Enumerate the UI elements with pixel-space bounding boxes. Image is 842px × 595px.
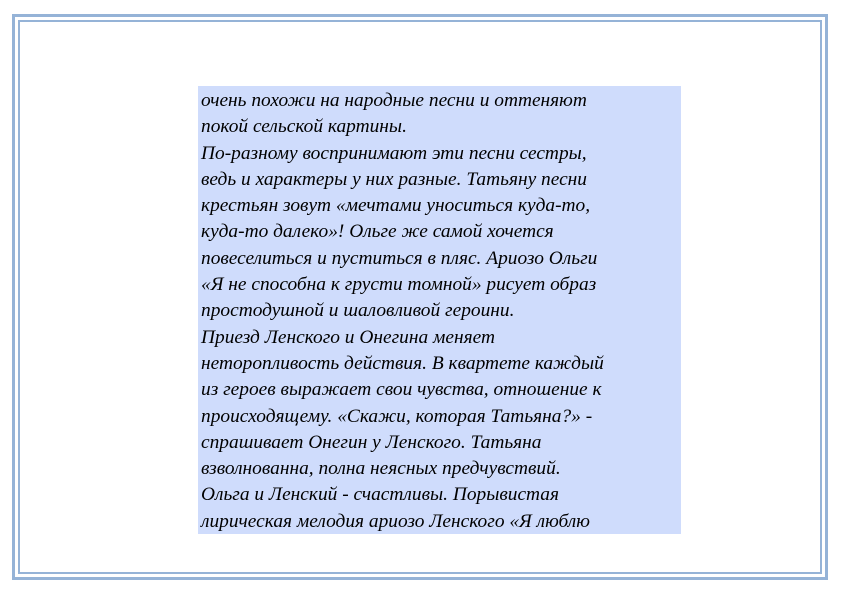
text-line: крестьян зовут «мечтами уноситься куда-то,: [201, 195, 591, 217]
text-line: «Я не способна к грусти томной» рисует образ: [201, 274, 597, 296]
text-block: [198, 86, 681, 534]
text-line: происходящему. «Скажи, которая Татьяна?» -: [201, 405, 593, 427]
text-line: неторопливость действия. В квартете каждый: [201, 352, 604, 374]
text-line: покой сельской картины.: [201, 116, 407, 138]
text-line: Приезд Ленского и Онегина меняет: [201, 326, 495, 348]
text-line: лирическая мелодия ариозо Ленского «Я люблю: [201, 510, 590, 532]
text-line: из героев выражает свои чувства, отношение к: [201, 379, 602, 401]
text-line: повеселиться и пуститься в пляс. Ариозо Ольги: [201, 247, 598, 269]
text-line: Ольга и Ленский - счастливы. Порывистая: [201, 484, 560, 506]
text-line: ведь и характеры у них разные. Татьяну песни: [201, 168, 587, 190]
text-line: куда-то далеко»! Ольге же самой хочется: [201, 221, 554, 243]
text-line: По-разному воспринимают эти песни сестры,: [201, 142, 587, 164]
text-line: простодушной и шаловливой героини.: [201, 300, 515, 322]
text-line: взволнованна, полна неясных предчувствий.: [201, 458, 561, 480]
text-line: очень похожи на народные песни и оттеняют: [201, 90, 587, 111]
text-line: спрашивает Онегин у Ленского. Татьяна: [201, 431, 542, 453]
